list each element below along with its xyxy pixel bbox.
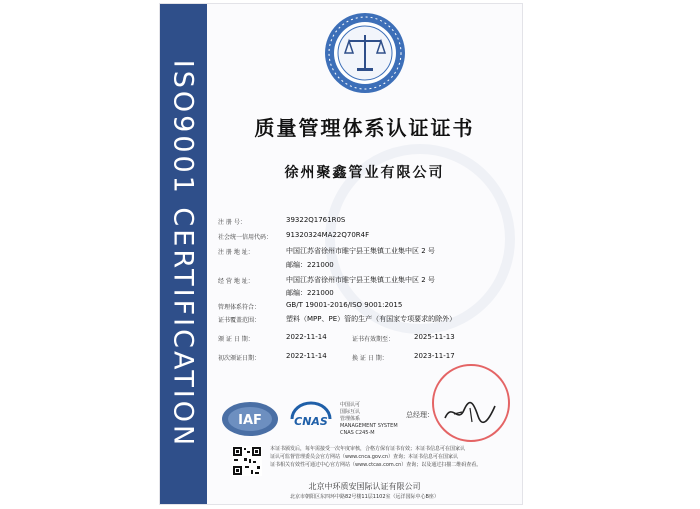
- iaf-logo: [220, 400, 280, 438]
- issue-date-value: 2022-11-14: [286, 333, 327, 341]
- side-band: [160, 4, 207, 504]
- renew-date-value: 2023-11-17: [414, 352, 455, 360]
- issue-date-label: 颁 证 日 期：: [218, 336, 254, 343]
- cnas-logo-text: CNAS: [294, 415, 328, 428]
- reg-address-value: 中国江苏省徐州市睢宁县王集镇工业集中区 2 号: [286, 247, 435, 255]
- company-name: 徐州聚鑫管业有限公司: [284, 165, 445, 181]
- note-line-1: 本证书颁发后，每年需接受一次年度审核，合格方保有证书有效；本证书信息可在国家认: [270, 446, 466, 452]
- standard-label: 管理体系符合：: [218, 304, 261, 311]
- certificate-sheet: [160, 4, 522, 504]
- note-line-2: 证认可监督管理委员会官方网站（www.cnca.gov.cn）查询；本证书信息可在国家认: [270, 454, 459, 460]
- cnas-en-line-2: CNAS C245-M: [340, 430, 375, 436]
- iaf-logo-text: IAF: [238, 413, 262, 428]
- credit-code-label: 社会统一信用代码：: [218, 234, 273, 241]
- reg-no-label: 注 册 号：: [218, 219, 246, 226]
- reg-no-value: 39322Q1761R0S: [286, 216, 346, 224]
- signature-label: 总经理：: [406, 411, 434, 419]
- cnas-en-line-1: MANAGEMENT SYSTEM: [340, 423, 398, 429]
- certification-emblem: [322, 10, 408, 96]
- standard-value: GB/T 19001-2016/ISO 9001:2015: [286, 301, 403, 309]
- certificate-title: 质量管理体系认证证书: [254, 116, 475, 140]
- cnas-cn-line-3: 管理体系: [340, 416, 361, 422]
- cnas-logo: [286, 401, 336, 437]
- cnas-cn-line-2: 国际互认: [340, 409, 361, 415]
- reg-postcode: 邮编：221000: [286, 261, 334, 269]
- op-postcode: 邮编：221000: [286, 289, 334, 297]
- scope-value: 塑料（MPP、PE）管的生产（有国家专项要求的除外）: [286, 315, 457, 323]
- cnas-cn-line-1: 中国认可: [340, 402, 361, 408]
- valid-until-label: 证书有效期至：: [352, 336, 395, 343]
- footer-org: 北京中环质安国际认证有限公司: [308, 482, 421, 491]
- valid-until-value: 2025-11-13: [414, 333, 455, 341]
- note-line-3: 证书相关有效性可通过中心官方网站（www.ctcas.com.cn）查询；以及通过扫描二维码查看。: [270, 462, 482, 468]
- initial-date-label: 初次颁证日期：: [218, 355, 261, 362]
- qr-code: [232, 446, 262, 476]
- op-address-label: 经 营 地 址：: [218, 278, 254, 285]
- side-band-text: ISO9001 CERTIFICATION: [167, 59, 199, 449]
- reg-address-label: 注 册 地 址：: [218, 249, 254, 256]
- op-address-value: 中国江苏省徐州市睢宁县王集镇工业集中区 2 号: [286, 276, 435, 284]
- signature: [442, 398, 498, 426]
- credit-code-value: 91320324MA22Q70R4F: [286, 231, 370, 239]
- scope-label: 证书覆盖范围：: [218, 317, 261, 324]
- initial-date-value: 2022-11-14: [286, 352, 327, 360]
- footer-address: 北京市朝阳区东四环中路82号楼11层1102室（远洋国际中心B座）: [290, 494, 439, 500]
- renew-date-label: 换 证 日 期：: [352, 355, 388, 362]
